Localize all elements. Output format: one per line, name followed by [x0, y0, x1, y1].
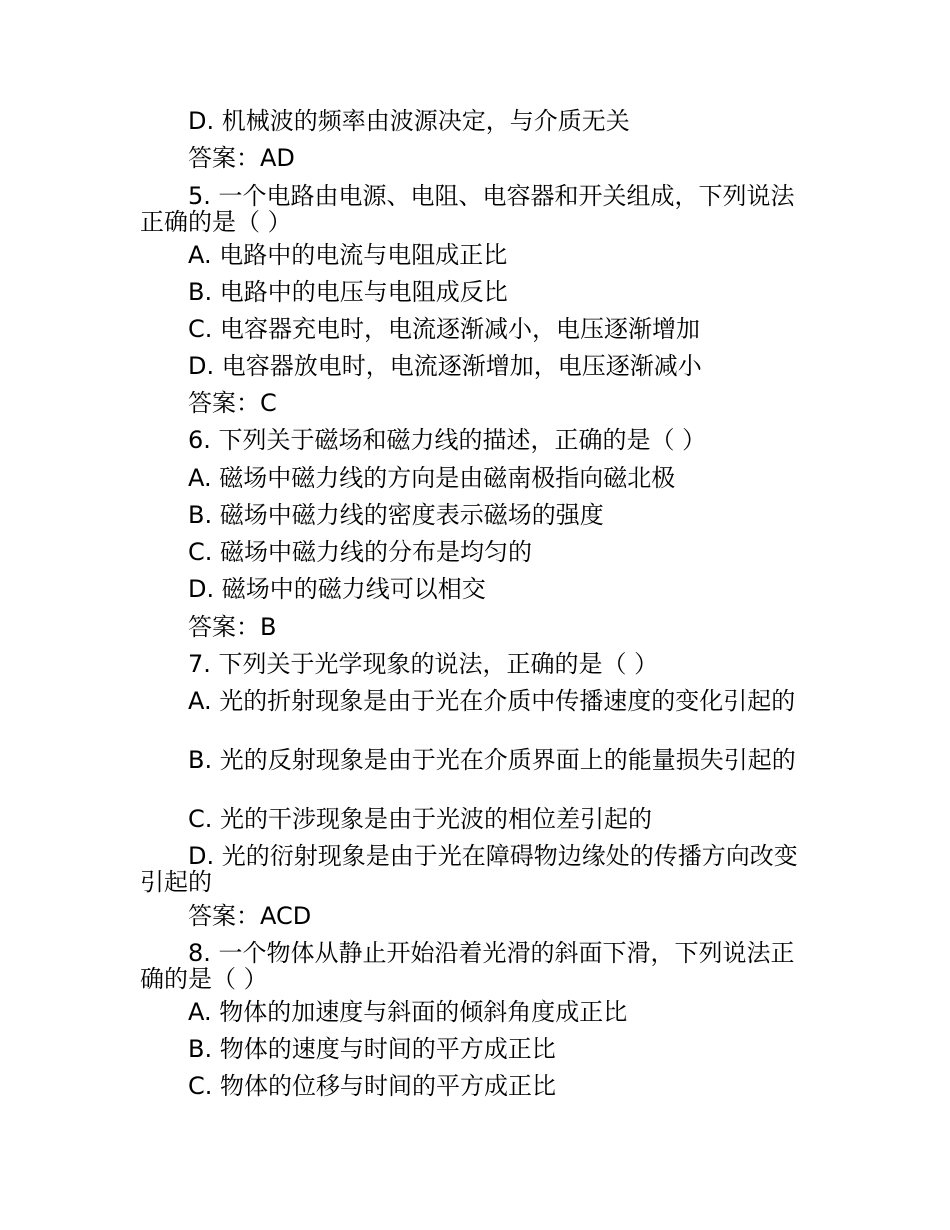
q4-option-d: D. 机械波的频率由波源决定，与介质无关 [188, 107, 630, 135]
q8-option-c: C. 物体的位移与时间的平方成正比 [188, 1072, 557, 1100]
q5-option-c: C. 电容器充电时，电流逐渐减小，电压逐渐增加 [188, 315, 701, 343]
q8-option-a: A. 物体的加速度与斜面的倾斜角度成正比 [188, 998, 628, 1026]
q4-answer: 答案：AD [188, 144, 295, 172]
q6-answer: 答案：B [188, 613, 277, 641]
q7-question: 7. 下列关于光学现象的说法，正确的是（ ） [188, 650, 659, 678]
q7-answer: 答案：ACD [188, 902, 312, 930]
q7-option-d: D. 光的衍射现象是由于光在障碍物边缘处的传播方向改变引起的 [140, 842, 798, 896]
q5-option-a: A. 电路中的电流与电阻成正比 [188, 241, 508, 269]
q6-option-d: D. 磁场中的磁力线可以相交 [188, 575, 486, 603]
q5-question: 5. 一个电路由电源、电阻、电容器和开关组成，下列说法正确的是（ ） [140, 182, 795, 236]
q7-option-b: B. 光的反射现象是由于光在介质界面上的能量损失引起的 [188, 746, 796, 774]
q7-option-c: C. 光的干涉现象是由于光波的相位差引起的 [188, 805, 653, 833]
q5-option-d: D. 电容器放电时，电流逐渐增加，电压逐渐减小 [188, 352, 702, 380]
q7-option-a: A. 光的折射现象是由于光在介质中传播速度的变化引起的 [188, 687, 796, 715]
q6-option-a: A. 磁场中磁力线的方向是由磁南极指向磁北极 [188, 464, 676, 492]
q6-question: 6. 下列关于磁场和磁力线的描述，正确的是（ ） [188, 426, 707, 454]
q8-option-b: B. 物体的速度与时间的平方成正比 [188, 1035, 556, 1063]
q6-option-c: C. 磁场中磁力线的分布是均匀的 [188, 538, 533, 566]
q5-option-b: B. 电路中的电压与电阻成反比 [188, 278, 508, 306]
q8-question: 8. 一个物体从静止开始沿着光滑的斜面下滑，下列说法正确的是（ ） [140, 939, 795, 993]
q5-answer: 答案：C [188, 389, 277, 417]
q6-option-b: B. 磁场中磁力线的密度表示磁场的强度 [188, 501, 604, 529]
